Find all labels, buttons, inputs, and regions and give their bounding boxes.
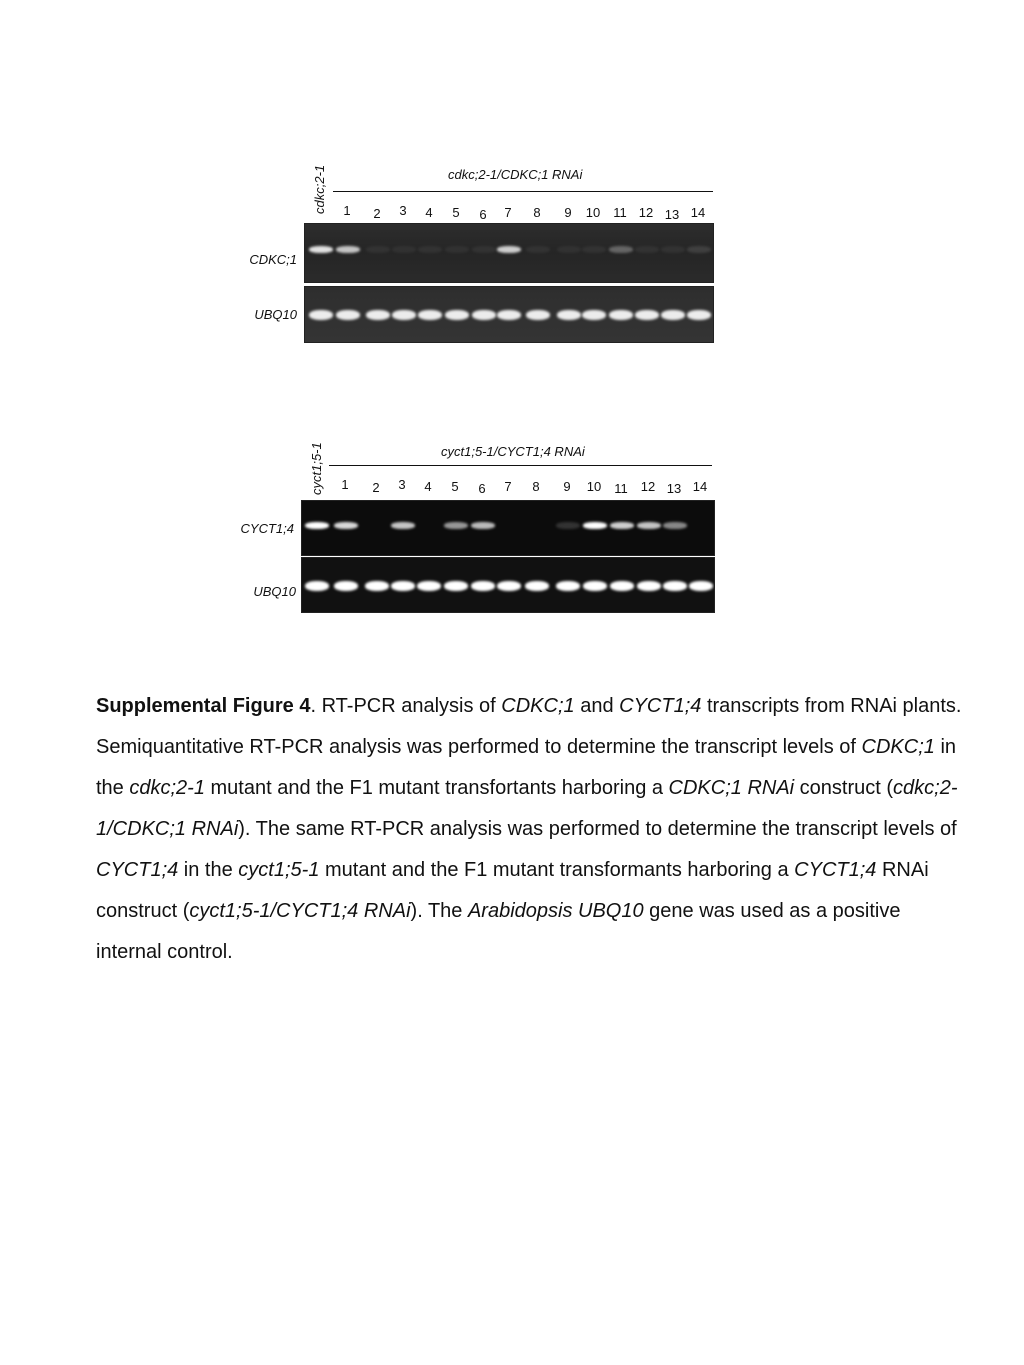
caption-segment: construct ( bbox=[794, 777, 894, 799]
figure-caption bbox=[96, 686, 966, 973]
gel-band bbox=[583, 581, 607, 591]
gel-band bbox=[336, 246, 360, 253]
lane-number: 14 bbox=[690, 205, 706, 220]
lane-number: 3 bbox=[398, 477, 406, 492]
gel-band bbox=[334, 522, 358, 529]
gel-band bbox=[661, 246, 685, 253]
gel-band bbox=[336, 310, 360, 320]
gel-band bbox=[635, 246, 659, 253]
gel-band bbox=[557, 310, 581, 320]
gel-band bbox=[556, 522, 580, 529]
gel-band bbox=[635, 310, 659, 320]
row-label-cyct14: CYCT1;4 bbox=[240, 521, 294, 536]
gel-band bbox=[391, 581, 415, 591]
gel-band bbox=[305, 522, 329, 529]
lane-number: 1 bbox=[343, 203, 351, 218]
gel-strip-cdkc1 bbox=[304, 223, 714, 283]
control-lane-label: cdkc;2-1 bbox=[312, 164, 327, 214]
lane-number: 6 bbox=[478, 481, 486, 496]
gel-band bbox=[309, 310, 333, 320]
lane-number: 12 bbox=[638, 205, 654, 220]
lane-number: 6 bbox=[479, 207, 487, 222]
lane-number: 1 bbox=[341, 477, 349, 492]
lane-number: 8 bbox=[533, 205, 541, 220]
gel-band bbox=[472, 310, 496, 320]
gel-band bbox=[334, 581, 358, 591]
caption-segment: Arabidopsis UBQ10 bbox=[467, 900, 644, 922]
caption-segment: cdkc;2-1 bbox=[129, 777, 205, 799]
gel-band bbox=[582, 246, 606, 253]
caption-segment: mutant and the F1 mutant transformants harboring a bbox=[319, 859, 795, 881]
gel-band bbox=[525, 581, 549, 591]
lane-number: 10 bbox=[586, 479, 602, 494]
caption-segment: and bbox=[574, 695, 620, 717]
gel-band bbox=[305, 581, 329, 591]
caption-segment: in the bbox=[96, 736, 957, 799]
lane-number: 9 bbox=[563, 479, 571, 494]
lane-number: 13 bbox=[664, 207, 680, 222]
lane-number: 11 bbox=[614, 481, 628, 496]
lane-number: 4 bbox=[424, 479, 432, 494]
caption-segment: ). The same RT-PCR analysis was performed to determine the transcript levels of bbox=[238, 818, 957, 840]
gel-band bbox=[497, 581, 521, 591]
gel-band bbox=[556, 581, 580, 591]
row-label-ubq10: UBQ10 bbox=[254, 307, 297, 322]
caption-segment: . RT-PCR analysis of bbox=[310, 695, 502, 717]
caption-segment: in the bbox=[178, 859, 239, 881]
lane-number: 3 bbox=[399, 203, 407, 218]
lane-number: 11 bbox=[613, 205, 627, 220]
gel-strip-cyct14 bbox=[301, 500, 715, 556]
gel-band bbox=[526, 246, 550, 253]
gel-strip-ubq10 bbox=[304, 286, 714, 343]
lane-number: 9 bbox=[564, 205, 572, 220]
gel-band bbox=[497, 246, 521, 253]
gel-band bbox=[661, 310, 685, 320]
caption-segment: CDKC;1 RNAi bbox=[668, 777, 795, 799]
gel-band bbox=[366, 246, 390, 253]
row-label-cdkc1: CDKC;1 bbox=[249, 252, 297, 267]
gel-band bbox=[663, 581, 687, 591]
lane-number: 2 bbox=[373, 206, 381, 221]
gel-band bbox=[663, 522, 687, 529]
lane-number: 14 bbox=[692, 479, 708, 494]
lane-number: 2 bbox=[372, 480, 380, 495]
row-label-ubq10: UBQ10 bbox=[253, 584, 296, 599]
gel-band bbox=[417, 581, 441, 591]
lane-number: 5 bbox=[452, 205, 460, 220]
gel-band bbox=[418, 310, 442, 320]
lane-number: 7 bbox=[504, 479, 512, 494]
lane-number: 5 bbox=[451, 479, 459, 494]
gel-band bbox=[309, 246, 333, 253]
gel-band bbox=[392, 246, 416, 253]
gel-band bbox=[391, 522, 415, 529]
gel-band bbox=[444, 522, 468, 529]
caption-segment: cdkc;2-1/CDKC;1 RNAi bbox=[96, 777, 958, 840]
gel-band bbox=[689, 581, 713, 591]
gel-band bbox=[557, 246, 581, 253]
caption-body bbox=[96, 695, 961, 963]
gel-band bbox=[637, 522, 661, 529]
gel-band bbox=[497, 310, 521, 320]
gel-band bbox=[365, 581, 389, 591]
caption-segment: CYCT1;4 bbox=[619, 695, 702, 717]
lane-number: 13 bbox=[666, 481, 682, 496]
group-divider-line bbox=[333, 191, 713, 192]
caption-segment: transcripts from RNAi plants. Semiquantitative RT-PCR analysis was performed to determine the transcript levels of bbox=[96, 695, 962, 758]
gel-band bbox=[445, 310, 469, 320]
lane-number: 12 bbox=[640, 479, 656, 494]
caption-segment: CYCT1;4 bbox=[96, 859, 179, 881]
lane-number: 10 bbox=[585, 205, 601, 220]
rnai-group-label: cdkc;2-1/CDKC;1 RNAi bbox=[448, 167, 583, 182]
lane-number: 7 bbox=[504, 205, 512, 220]
caption-segment: gene was used as a positive internal control. bbox=[96, 900, 901, 963]
caption-segment: cyct1;5-1 bbox=[238, 859, 320, 881]
gel-band bbox=[444, 581, 468, 591]
gel-band bbox=[687, 310, 711, 320]
gel-band bbox=[687, 246, 711, 253]
gel-band bbox=[583, 522, 607, 529]
gel-band bbox=[609, 246, 633, 253]
gel-band bbox=[610, 581, 634, 591]
gel-band bbox=[471, 581, 495, 591]
gel-band bbox=[418, 246, 442, 253]
gel-band bbox=[445, 246, 469, 253]
control-lane-label: cyct1;5-1 bbox=[309, 442, 324, 495]
gel-band bbox=[366, 310, 390, 320]
gel-band bbox=[637, 581, 661, 591]
caption-segment: cyct1;5-1/CYCT1;4 RNAi bbox=[189, 900, 411, 922]
caption-title: Supplemental Figure 4 bbox=[96, 695, 311, 717]
gel-band bbox=[471, 522, 495, 529]
caption-segment: CDKC;1 bbox=[501, 695, 575, 717]
rnai-group-label: cyct1;5-1/CYCT1;4 RNAi bbox=[441, 444, 585, 459]
gel-band bbox=[609, 310, 633, 320]
gel-band bbox=[472, 246, 496, 253]
lane-number: 8 bbox=[532, 479, 540, 494]
gel-strip-ubq10 bbox=[301, 557, 715, 613]
gel-band bbox=[582, 310, 606, 320]
lane-number: 4 bbox=[425, 205, 433, 220]
caption-segment: CYCT1;4 bbox=[794, 859, 877, 881]
caption-segment: RNAi construct ( bbox=[96, 859, 929, 922]
gel-band bbox=[392, 310, 416, 320]
gel-band bbox=[610, 522, 634, 529]
gel-band bbox=[526, 310, 550, 320]
caption-segment: ). The bbox=[410, 900, 468, 922]
group-divider-line bbox=[329, 465, 712, 466]
caption-segment: CDKC;1 bbox=[861, 736, 935, 758]
caption-segment: mutant and the F1 mutant transfortants harboring a bbox=[204, 777, 669, 799]
